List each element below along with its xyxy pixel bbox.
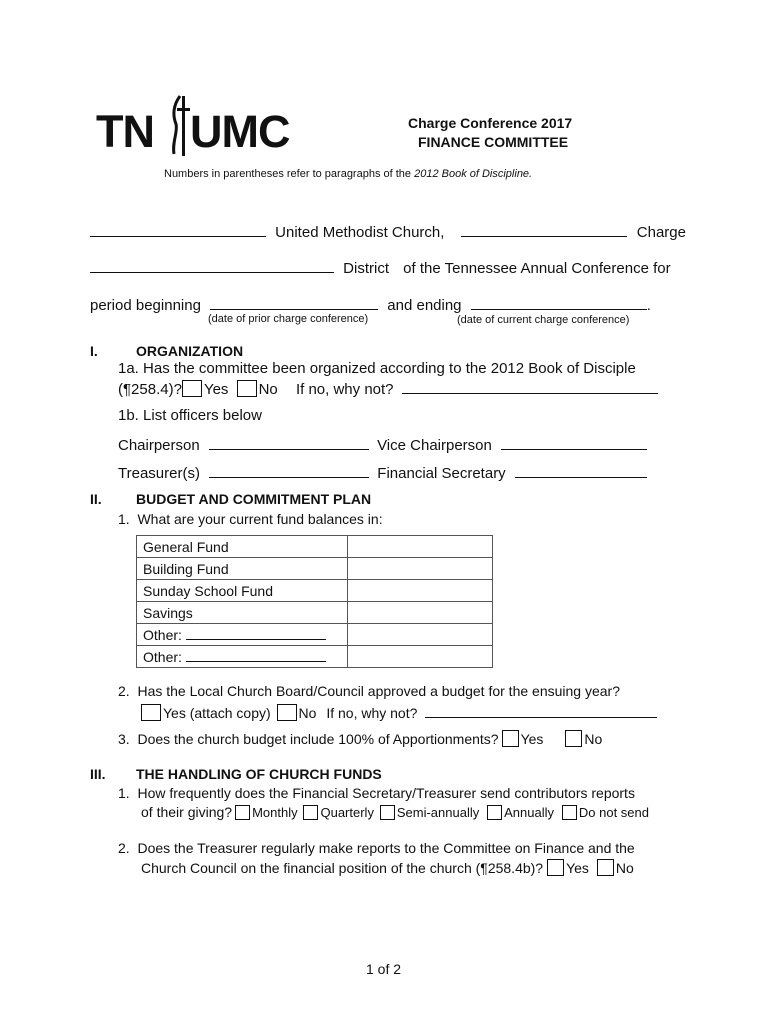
section2-q3: 3. Does the church budget include 100% of Apportionments? Yes No bbox=[118, 731, 603, 747]
chairperson-line: Chairperson Vice Chairperson bbox=[118, 435, 647, 454]
q3-2-no-checkbox[interactable] bbox=[597, 859, 614, 876]
section3-q2-line1: 2. Does the Treasurer regularly make reports to the Committee on Finance and the bbox=[118, 840, 635, 856]
section3-heading: THE HANDLING OF CHURCH FUNDS bbox=[136, 766, 382, 782]
other-fund-name-field[interactable] bbox=[186, 627, 326, 640]
section3-q2-line2: Church Council on the financial position of the church (¶258.4b)? Yes No bbox=[141, 860, 634, 876]
section3-q1-line1: 1. How frequently does the Financial Secretary/Treasurer send contributors reports bbox=[118, 785, 635, 801]
other-fund-name-field[interactable] bbox=[186, 649, 326, 662]
section3-numeral: III. bbox=[90, 766, 106, 782]
form-subtitle: FINANCE COMMITTEE bbox=[418, 134, 569, 150]
fund-label: Other: bbox=[143, 626, 182, 643]
district-field[interactable] bbox=[90, 258, 334, 273]
table-row bbox=[137, 646, 493, 668]
treasurer-line: Treasurer(s) Financial Secretary bbox=[118, 463, 647, 482]
table-row bbox=[137, 602, 493, 624]
section1-numeral: I. bbox=[90, 343, 98, 359]
fund-value-field[interactable] bbox=[348, 646, 493, 668]
q2-why-not-field[interactable] bbox=[425, 703, 657, 718]
cross-flame-icon bbox=[168, 92, 192, 158]
q1a-yes-checkbox[interactable] bbox=[182, 380, 202, 397]
charge-name-field[interactable] bbox=[461, 222, 627, 237]
form-title: Charge Conference 2017 bbox=[408, 115, 573, 131]
fund-value-field[interactable] bbox=[348, 558, 493, 580]
fund-value-field[interactable] bbox=[348, 624, 493, 646]
q2-no-checkbox[interactable] bbox=[277, 704, 297, 721]
annually-checkbox[interactable] bbox=[487, 805, 502, 820]
q1a-no-checkbox[interactable] bbox=[237, 380, 257, 397]
do-not-send-checkbox[interactable] bbox=[562, 805, 577, 820]
current-date-caption: (date of current charge conference) bbox=[457, 314, 630, 326]
prior-date-caption: (date of prior charge conference) bbox=[208, 313, 369, 325]
table-row bbox=[137, 536, 493, 558]
logo-text-umc: UMC bbox=[190, 106, 290, 157]
table-row bbox=[137, 580, 493, 602]
fund-label: Building Fund bbox=[137, 558, 348, 580]
financial-secretary-field[interactable] bbox=[515, 463, 647, 478]
q2-yes-checkbox[interactable] bbox=[141, 704, 161, 721]
fund-value-field[interactable] bbox=[348, 536, 493, 558]
table-row bbox=[137, 624, 493, 646]
monthly-checkbox[interactable] bbox=[235, 805, 250, 820]
fund-balances-table bbox=[136, 535, 493, 668]
fund-label: Sunday School Fund bbox=[137, 580, 348, 602]
table-row bbox=[137, 558, 493, 580]
section2-q2-answer: Yes (attach copy) No If no, why not? bbox=[141, 703, 657, 721]
logo-text-tn: TN bbox=[96, 106, 154, 157]
vice-chairperson-field[interactable] bbox=[501, 435, 647, 450]
fund-label: Savings bbox=[137, 602, 348, 624]
section2-heading: BUDGET AND COMMITMENT PLAN bbox=[136, 491, 372, 507]
quarterly-checkbox[interactable] bbox=[303, 805, 318, 820]
semi-annually-checkbox[interactable] bbox=[380, 805, 395, 820]
district-line: District of the Tennessee Annual Conference for bbox=[90, 258, 671, 277]
tnumc-logo bbox=[96, 92, 308, 158]
fund-value-field[interactable] bbox=[348, 602, 493, 624]
q1a-why-not-field[interactable] bbox=[402, 379, 658, 394]
discipline-note: Numbers in parentheses refer to paragraphs of the 2012 Book of Discipline. bbox=[164, 168, 533, 180]
fund-label: Other: bbox=[143, 648, 182, 665]
fund-label: General Fund bbox=[137, 536, 348, 558]
period-ending-field[interactable] bbox=[471, 295, 647, 310]
treasurer-field[interactable] bbox=[209, 463, 369, 478]
q1a-text: 1a. Has the committee been organized according to the 2012 Book of Disciple bbox=[118, 360, 636, 377]
church-name-field[interactable] bbox=[90, 222, 266, 237]
q1b-text: 1b. List officers below bbox=[118, 407, 262, 424]
q1a-answer-line: (¶258.4)? Yes No If no, why not? bbox=[118, 379, 658, 398]
fund-value-field[interactable] bbox=[348, 580, 493, 602]
q3-no-checkbox[interactable] bbox=[565, 730, 582, 747]
page-number: 1 of 2 bbox=[366, 961, 402, 977]
section1-heading: ORGANIZATION bbox=[136, 343, 244, 359]
section3-q1-line2: of their giving? Monthly Quarterly Semi-annually Annually Do not send bbox=[141, 804, 649, 820]
section2-q2: 2. Has the Local Church Board/Council approved a budget for the ensuing year? bbox=[118, 683, 620, 699]
period-beginning-field[interactable] bbox=[210, 295, 378, 310]
church-line: United Methodist Church, Charge bbox=[90, 222, 686, 241]
period-line: period beginning and ending . bbox=[90, 297, 651, 314]
chairperson-field[interactable] bbox=[209, 435, 369, 450]
q3-yes-checkbox[interactable] bbox=[502, 730, 519, 747]
section2-q1: 1. What are your current fund balances in: bbox=[118, 511, 383, 527]
section2-numeral: II. bbox=[90, 491, 102, 507]
q3-2-yes-checkbox[interactable] bbox=[547, 859, 564, 876]
